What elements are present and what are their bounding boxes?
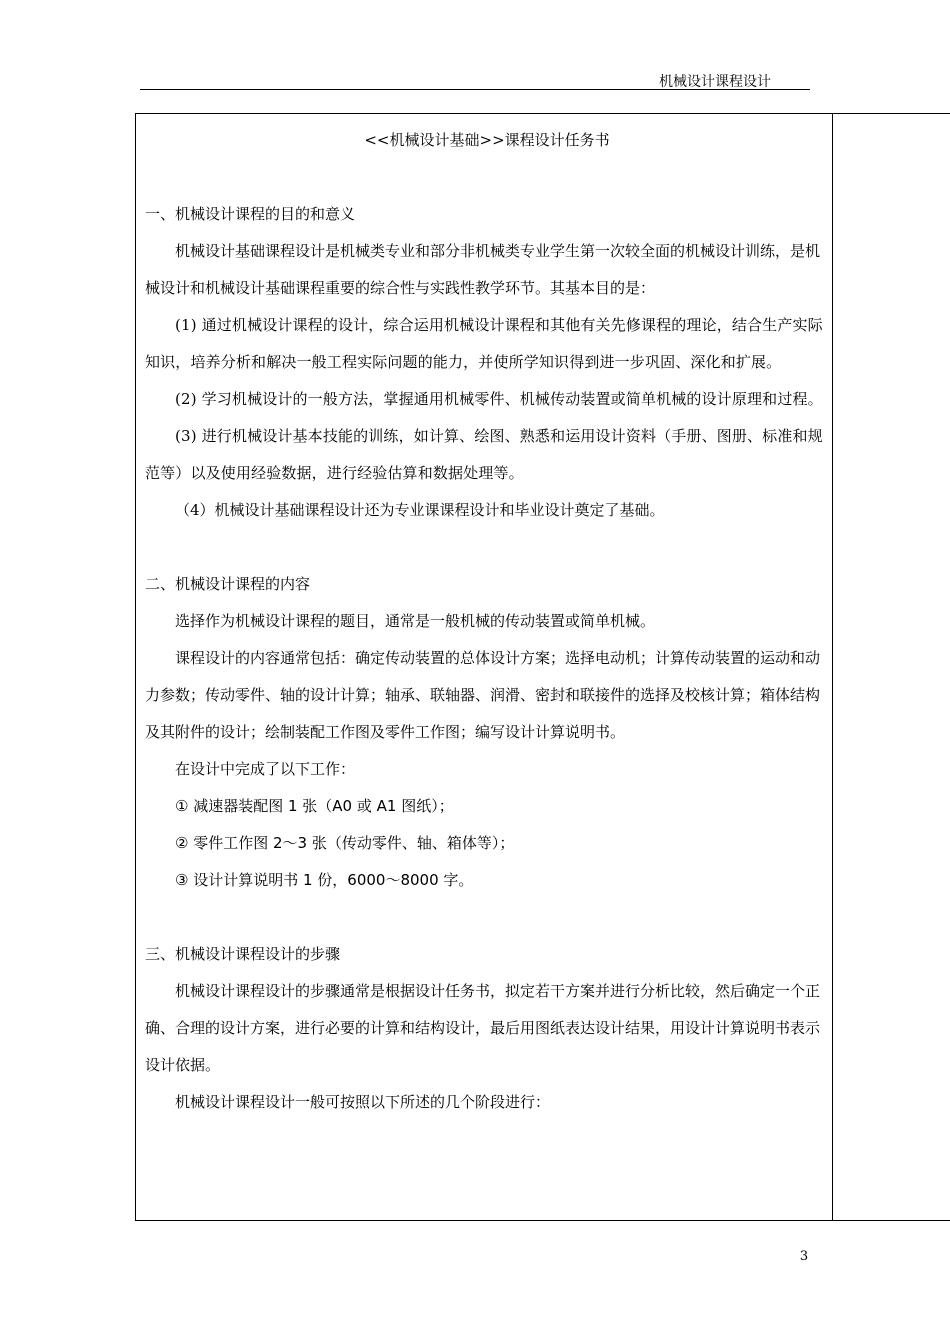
- work-item-3: ③ 设计计算说明书 1 份，6000～8000 字。: [175, 871, 474, 889]
- section3-heading: 三、机械设计课程设计的步骤: [145, 945, 341, 963]
- section1-item-3: (3) 进行机械设计基本技能的训练，如计算、绘图、熟悉和运用设计资料（手册、图册、标准和规范等）以及使用经验数据，进行经验估算和数据处理等。: [145, 427, 823, 482]
- section3-paragraph-2: 机械设计课程设计一般可按照以下所述的几个阶段进行：: [175, 1093, 551, 1111]
- spacer: [145, 159, 829, 196]
- section1-item-2: (2) 学习机械设计的一般方法，掌握通用机械零件、机械传动装置或简单机械的设计原理和过程。: [175, 390, 823, 408]
- table-column-divider: [832, 113, 833, 1221]
- document-title: <<机械设计基础>>课程设计任务书: [364, 131, 610, 149]
- section2-paragraph-3: 在设计中完成了以下工作：: [175, 760, 356, 778]
- section2-paragraph-1: 选择作为机械设计课程的题目，通常是一般机械的传动装置或简单机械。: [175, 612, 656, 630]
- section2-paragraph-2: 课程设计的内容通常包括：确定传动装置的总体设计方案；选择电动机；计算传动装置的运动和动力参数；传动零件、轴的设计计算；轴承、联轴器、润滑、密封和联接件的选择及校核计算；箱体结构及其附件的设计；绘制装配工作图及零件工作图；编写设计计算说明书。: [145, 649, 821, 741]
- spacer: [145, 899, 829, 936]
- section1-heading: 一、机械设计课程的目的和意义: [145, 205, 356, 223]
- section1-intro: 机械设计基础课程设计是机械类专业和部分非机械类专业学生第一次较全面的机械设计训练，是机械设计和机械设计基础课程重要的综合性与实践性教学环节。其基本目的是：: [145, 242, 821, 297]
- header-rule: [140, 89, 810, 90]
- work-item-2: ② 零件工作图 2～3 张（传动零件、轴、箱体等）；: [175, 834, 515, 852]
- section2-heading: 二、机械设计课程的内容: [145, 575, 311, 593]
- page-number: 3: [799, 1249, 809, 1264]
- task-content: [145, 122, 829, 1121]
- section3-paragraph-1: 机械设计课程设计的步骤通常是根据设计任务书，拟定若干方案并进行分析比较，然后确定一个正确、合理的设计方案，进行必要的计算和结构设计，最后用图纸表达设计结果，用设计计算说明书表示设计依据。: [145, 982, 821, 1074]
- section1-item-1: (1) 通过机械设计课程的设计，综合运用机械设计课程和其他有关先修课程的理论，结合生产实际知识，培养分析和解决一般工程实际问题的能力，并使所学知识得到进一步巩固、深化和扩展。: [145, 316, 823, 371]
- running-header: 机械设计课程设计: [659, 74, 771, 90]
- section1-item-4: （4）机械设计基础课程设计还为专业课课程设计和毕业设计奠定了基础。: [175, 501, 665, 519]
- work-item-1: ① 减速器装配图 1 张（A0 或 A1 图纸）；: [175, 797, 454, 815]
- spacer: [145, 529, 829, 566]
